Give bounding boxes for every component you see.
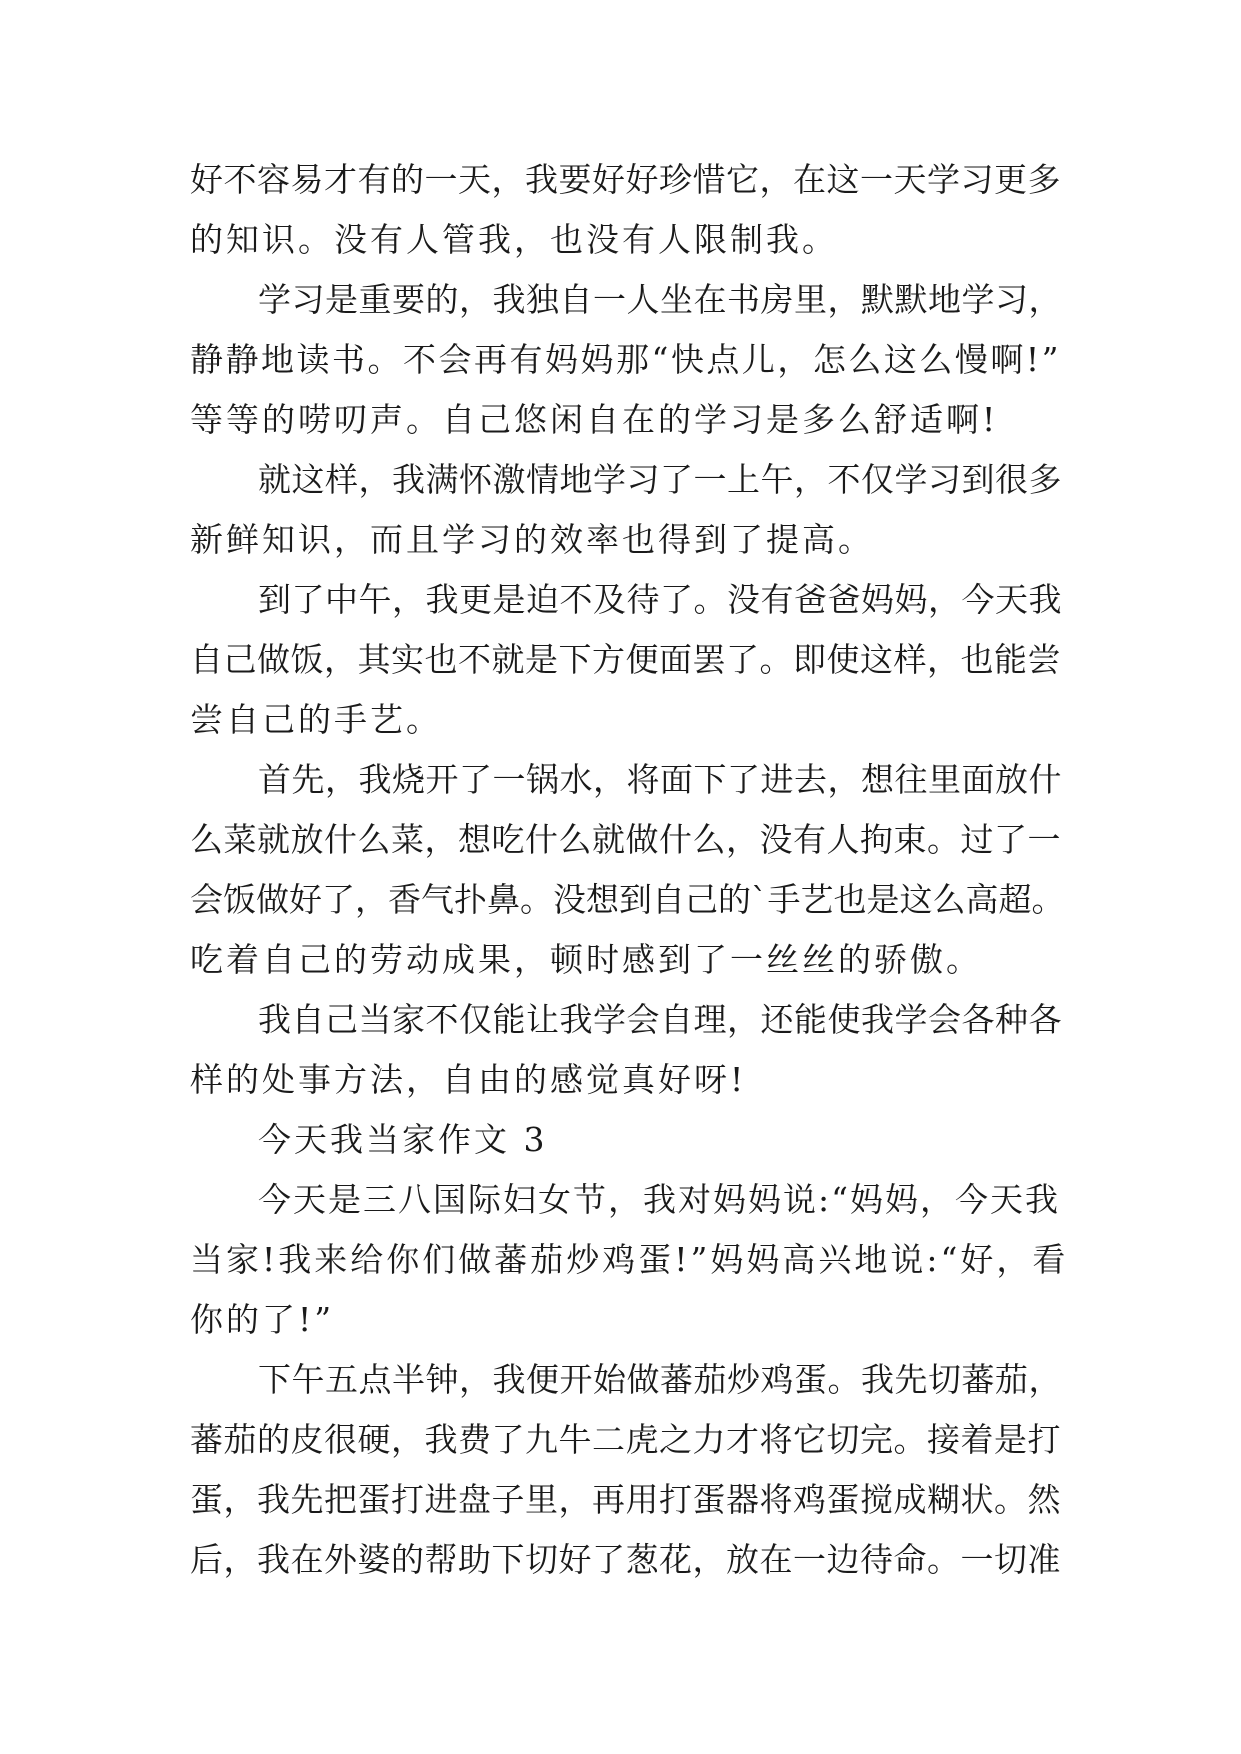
text-line: 静静地读书。不会再有妈妈那“快点儿，怎么这么慢啊!” xyxy=(190,340,1062,379)
text-line: 自己做饭，其实也不就是下方便面罢了。即使这样，也能尝 xyxy=(190,640,1061,679)
text-line: 好不容易才有的一天，我要好好珍惜它，在这一天学习更多 xyxy=(190,160,1061,199)
text-line: 今天是三八国际妇女节，我对妈妈说:“妈妈，今天我 xyxy=(258,1180,1060,1219)
text-line: 样的处事方法，自由的感觉真好呀! xyxy=(190,1060,747,1099)
text-line: 到了中午，我更是迫不及待了。没有爸爸妈妈，今天我 xyxy=(258,580,1062,619)
text-line: 就这样，我满怀激情地学习了一上午，不仅学习到很多 xyxy=(258,460,1062,499)
text-line: 后，我在外婆的帮助下切好了葱花，放在一边待命。一切准 xyxy=(190,1540,1061,1579)
text-line: 么菜就放什么菜，想吃什么就做什么，没有人拘束。过了一 xyxy=(190,820,1061,859)
text-line: 等等的唠叨声。自己悠闲自在的学习是多么舒适啊! xyxy=(190,400,999,439)
text-line: 新鲜知识，而且学习的效率也得到了提高。 xyxy=(190,520,874,559)
text-line: 的知识。没有人管我，也没有人限制我。 xyxy=(190,220,838,259)
document-body xyxy=(190,150,1070,1590)
text-line: 吃着自己的劳动成果，顿时感到了一丝丝的骄傲。 xyxy=(190,940,982,979)
text-line: 首先，我烧开了一锅水，将面下了进去，想往里面放什 xyxy=(258,760,1062,799)
text-line: 学习是重要的，我独自一人坐在书房里，默默地学习， xyxy=(258,280,1062,319)
text-line: 尝自己的手艺。 xyxy=(190,700,442,739)
text-line: 下午五点半钟，我便开始做蕃茄炒鸡蛋。我先切蕃茄， xyxy=(258,1360,1062,1399)
text-line: 当家!我来给你们做蕃茄炒鸡蛋!”妈妈高兴地说:“好，看 xyxy=(190,1240,1069,1279)
section-heading: 今天我当家作文 3 xyxy=(258,1120,548,1159)
text-line: 你的了!” xyxy=(190,1300,335,1339)
text-line: 蕃茄的皮很硬，我费了九牛二虎之力才将它切完。接着是打 xyxy=(190,1420,1061,1459)
text-line: 会饭做好了，香气扑鼻。没想到自己的`手艺也是这么高超。 xyxy=(190,880,1065,919)
text-line: 我自己当家不仅能让我学会自理，还能使我学会各种各 xyxy=(258,1000,1062,1039)
text-line: 蛋，我先把蛋打进盘子里，再用打蛋器将鸡蛋搅成糊状。然 xyxy=(190,1480,1061,1519)
